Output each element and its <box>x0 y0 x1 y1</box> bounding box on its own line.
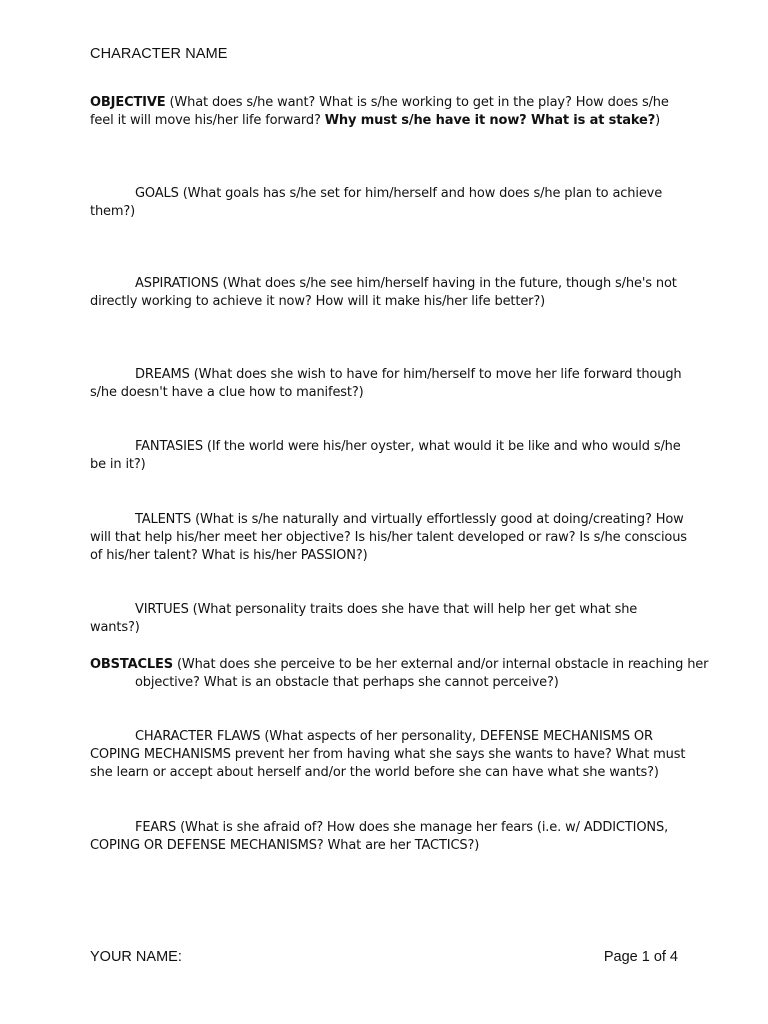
obstacles-label: OBSTACLES <box>90 657 173 672</box>
obstacles-section <box>90 656 735 692</box>
fears-text: FEARS (What is she afraid of? How does she manage her fears (i.e. w/ ADDICTIONS, COPING OR DEFENSE MECHANISMS? What are her TACTICS?) <box>90 820 669 853</box>
character-flaws-text: CHARACTER FLAWS (What aspects of her personality, DEFENSE MECHANISMS OR COPING MECHANISMS prevent her from having what she says she wants to have? What must she learn or accept about herself and/or the world before she can have what she wants?) <box>90 729 686 780</box>
your-name-label: YOUR NAME: <box>90 949 182 965</box>
objective-emphasis: Why must s/he have it now? What is at stake? <box>324 113 656 128</box>
aspirations-text: ASPIRATIONS (What does s/he see him/herself having in the future, though s/he's not directly working to achieve it now? How will it make his/her life better?) <box>90 276 677 309</box>
talents-section <box>90 511 690 565</box>
aspirations-section <box>90 275 690 311</box>
objective-close: ) <box>655 113 661 128</box>
character-flaws-section <box>90 728 690 782</box>
goals-text: GOALS (What goals has s/he set for him/herself and how does s/he plan to achieve them?) <box>90 186 663 219</box>
objective-label: OBJECTIVE <box>90 95 166 110</box>
objective-text: (What does s/he want? What is s/he working to get in the play? How does s/he feel it will move his/her life forward? <box>90 95 669 128</box>
character-name-label: CHARACTER NAME <box>90 46 228 62</box>
page-indicator: Page 1 of 4 <box>603 949 678 965</box>
virtues-text: VIRTUES (What personality traits does she have that will help her get what she wants?) <box>90 602 638 635</box>
obstacles-text: (What does she perceive to be her external and/or internal obstacle in reaching her objective? What is an obstacle that perhaps she cannot perceive?) <box>135 657 709 690</box>
dreams-section <box>90 366 690 402</box>
goals-section <box>90 185 690 221</box>
fantasies-text: FANTASIES (If the world were his/her oyster, what would it be like and who would s/he be in it?) <box>90 439 681 472</box>
fears-section <box>90 819 690 855</box>
dreams-text: DREAMS (What does she wish to have for him/herself to move her life forward though s/he doesn't have a clue how to manifest?) <box>90 367 682 400</box>
objective-section <box>90 94 690 130</box>
fantasies-section <box>90 438 690 474</box>
virtues-section <box>90 601 690 637</box>
talents-text: TALENTS (What is s/he naturally and virtually effortlessly good at doing/creating? How will that help his/her meet her objective? Is his/her talent developed or raw? Is s/he conscious of his/her talent? What is his/her PASSION?) <box>90 512 687 563</box>
